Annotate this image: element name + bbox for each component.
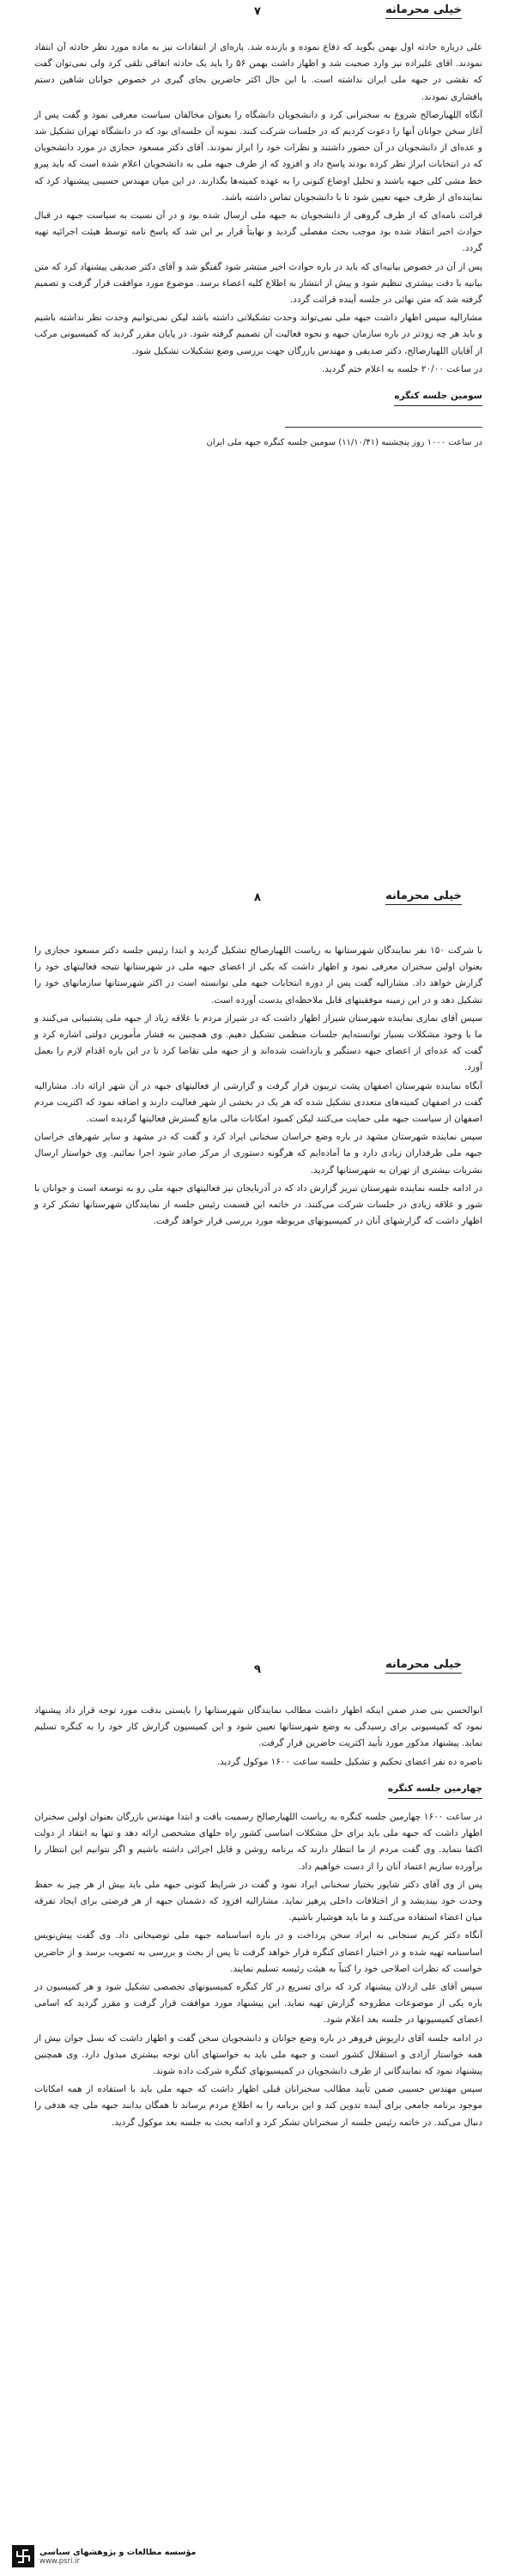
paragraph: آنگاه نماینده شهرستان اصفهان پشت تریبون قرار گرفت و گزارشی از فعالیتهای جبهه در آن شهر ارائه داد. مشارالیه گفت در اصفهان کمیته‌های متعددی تشکیل شده که هر یک در بخشی از شهر فعالیت دارند و اضافه نمود که اکثریت مردم اصفهان از سیاست جبهه ملی حمایت می‌کنند لیکن کمبود امکانات مالی مانع گسترش فعالیتها گردیده است. — [34, 1080, 482, 1125]
publisher-watermark — [12, 2545, 196, 2567]
paragraph: سپس آقای نمازی نماینده شهرستان شیراز اظهار داشت که در شیراز مردم با علاقه زیاد از جبهه ملی پشتیبانی می‌کنند و ما با وجود مشکلات بسیار توانسته‌ایم جلسات منظمی تشکیل دهیم. وی همچنین به فشار مأمورین دولتی اشاره کرد و گفت که عده‌ای از اعضای جبهه دستگیر و بازداشت شده‌اند و از جبهه ملی تقاضا کرد تا در این باره اقدام لازم را بعمل آورد. — [34, 1012, 482, 1073]
paragraph: در ادامه جلسه نماینده شهرستان تبریز گزارش داد که در آذربایجان نیز فعالیتهای جبهه ملی رو به توسعه است و جوانان با شور و علاقه زیادی در جلسات شرکت می‌کنند. در خاتمه این قسمت رئیس جلسه از نمایندگان شهرستانها تشکر کرد و اظهار داشت که گزارشهای آنان در کمیسیونهای مربوطه مورد بررسی قرار خواهد گرفت. — [34, 1182, 482, 1227]
paragraph: سپس نماینده شهرستان مشهد در باره وضع خراسان سخنانی ایراد کرد و گفت که در مشهد و سایر شهرهای خراسان جبهه ملی طرفداران زیادی دارد و ما آماده‌ایم که هرگونه دستوری از مرکز صادر شود اجرا نمائیم. وی خواستار ارسال نشریات بیشتری از تهران به شهرستانها گردید. — [34, 1132, 482, 1176]
footnote: در ساعت ۱۰۰۰ روز پنجشنبه (۱۱/۱۰/۴۱) سومین جلسه کنگره جبهه ملی ایران — [206, 438, 482, 448]
publisher-name: مؤسسه مطالعات و پژوهشهای سیاسی — [39, 2547, 197, 2557]
paragraph: در ساعت ۱۶۰۰ چهارمین جلسه کنگره به ریاست اللهیارصالح رسمیت یافت و ابتدا مهندس بازرگان بعنوان اولین سخنران اظهار داشت که جبهه ملی باید برای حل مشکلات اساسی کشور راه حلهای مشخصی ارائه دهد و تنها به انتقاد از دولت اکتفا ننماید. وی گفت مردم از ما انتظار دارند که برنامه روشن و قابل اجرائی داشته باشیم و اگر نتوانیم این انتظار را برآورده سازیم اعتماد آنان را از دست خواهیم داد. — [34, 1812, 482, 1872]
classification-label: خیلی محرمانه — [385, 3, 462, 19]
document-page-9 — [0, 1653, 515, 2576]
paragraph: ناصره ده نفر اعضای تحکیم و تشکیل جلسه ساعت ۱۶۰۰ موکول گردید. — [216, 1756, 482, 1767]
paragraph: قرائت نامه‌ای که از طرف گروهی از دانشجویان به جبهه ملی ارسال شده بود و در آن نسبت به سیاست جبهه در قبال حوادث اخیر انتقاد شده بود موجب بحث مفصلی گردید و نهایتاً قرار بر این شد که پاسخ نامه توسط هیئت اجرائیه تهیه گردد. — [34, 210, 482, 254]
divider — [285, 427, 482, 428]
page-number: ۹ — [254, 1663, 261, 1676]
document-page-7 — [0, 0, 515, 824]
page-number: ۸ — [254, 891, 261, 904]
paragraph: پس از وی آقای دکتر شاپور بختیار سخنانی ایراد نمود و گفت در شرایط کنونی جبهه ملی باید بیش از هر چیز به حفظ وحدت خود بیندیشد و از اختلافات داخلی پرهیز نماید. مشارالیه افزود که دشمنان جبهه از هر فرصتی برای ایجاد تفرقه میان اعضاء استفاده می‌کنند و ما باید هوشیار باشیم. — [34, 1879, 482, 1923]
section-heading: چهارمین جلسه کنگره — [388, 1781, 482, 1799]
paragraph: آنگاه اللهیارصالح شروع به سخنرانی کرد و دانشجویان دانشگاه را بعنوان مخالفان سیاست معرفی نمود و گفت پس از آغاز سخن جوانان آنها را دعوت کردیم که در جلسات شرکت کنند. نمونه آن جلسه‌ای بود که در دانشگاه تهران تشکیل شد و عده‌ای از دانشجویان در آن حضور داشتند و نظرات خود را ابراز نمودند. آقای دکتر مسعود حجازی در مورد دانشجویان که در انتخابات ابراز نظر کرده بودند پاسخ داد و افزود که از طرف جبهه ملی به دانشجویان اعلام شده است که باید پیرو خط مشی کلی جبهه باشند و تحلیل اوضاع کنونی را به عهده کمیته‌ها بگذارند. در این میان مهندس حسیبی پیشنهاد کرد که نماینده‌ای از طرف جبهه تعیین شود تا با دانشجویان تماس داشته باشد. — [34, 109, 482, 203]
paragraph: در ساعت ۲۰/۰۰ جلسه به اعلام ختم گردید. — [321, 363, 482, 374]
paragraph: علی درباره حادثه اول بهمن بگوید که دفاع نموده و بازنده شد. پاره‌ای از انتقادات نیز به ماده مورد نظر حادثه آن انتقاد نمودند. اقای علیزاده نیز وارد صحبت شد و اظهار داشت بهمن ۵۶ را باید یک حادثه اتفاقی تلقی کرد ولی نمی‌توان گفت که نقشی در جبهه ملی ایران نداشته است. با این حال اکثر حاضرین بجای گیری در خصوص جوانان شاهین دستم پافشاری نمودند. — [34, 42, 482, 102]
document-page-8 — [0, 884, 515, 1623]
section-heading: سومین جلسه کنگره — [394, 388, 482, 406]
classification-label: خیلی محرمانه — [385, 1658, 462, 1674]
paragraph: سپس مهندس حسیبی ضمن تأیید مطالب سخنرانان قبلی اظهار داشت که جبهه ملی باید با استفاده از همه امکانات موجود برنامه جامعی برای آینده تدوین کند و این برنامه را به اطلاع مردم برساند تا همگان بدانند جبهه ملی چه هدفی را دنبال می‌کند. در خاتمه رئیس جلسه از سخنرانان تشکر کرد و ادامه بحث به جلسه بعد موکول گردید. — [34, 2084, 482, 2128]
page-body — [34, 943, 482, 1231]
publisher-url[interactable]: www.psri.ir — [39, 2556, 81, 2566]
paragraph: آنگاه دکتر کریم سنجابی به ایراد سخن پرداخت و در باره اساسنامه جبهه ملی توضیحاتی داد. وی گفت پیش‌نویس اساسنامه تهیه شده و در اختیار اعضای کنگره قرار خواهد گرفت تا پس از بحث و بررسی به تصویب برسد و از حاضرین خواست که نظرات اصلاحی خود را کتباً به هیئت رئیسه تسلیم نمایند. — [34, 1930, 482, 1974]
paragraph: پس از آن در خصوص بیانیه‌ای که باید در باره حوادث اخیر منتشر شود گفتگو شد و آقای دکتر صدیقی پیشنهاد کرد که متن بیانیه با دقت بیشتری تنظیم شود و پیش از انتشار به اطلاع کلیه اعضاء برسد. موضوع مورد موافقت قرار گرفت و تصمیم گرفته شد که متن نهائی در جلسه آینده قرائت گردد. — [34, 261, 482, 306]
page-number: ۷ — [254, 5, 261, 18]
page-body — [34, 1703, 482, 2133]
swastika-seal-icon — [12, 2545, 34, 2567]
classification-label: خیلی محرمانه — [385, 890, 462, 905]
paragraph: ابوالحسن بنی صدر ضمن اینکه اظهار داشت مطالب نمایندگان شهرستانها را بایستی بدقت مورد توجه قرار داد پیشنهاد نمود که کمیسیونی برای رسیدگی به وضع شهرستانها تعیین شود و این کمیسیون گزارش کار خود را به کنگره تسلیم نماید. پیشنهاد مذکور مورد تأیید اکثریت حاضرین قرار گرفت. — [34, 1705, 482, 1749]
paragraph: در ادامه جلسه آقای داریوش فروهر در باره وضع جوانان و دانشجویان سخن گفت و اظهار داشت که نسل جوان بیش از همه خواستار آزادی و استقلال کشور است و جبهه ملی باید به خواستهای آنان توجه بیشتری مبذول دارد. وی همچنین پیشنهاد نمود که نمایندگانی از طرف دانشجویان در کمیسیونهای کنگره شرکت داده شوند. — [34, 2032, 482, 2077]
page-body — [34, 39, 482, 459]
paragraph: با شرکت ۱۵۰ نفر نمایندگان شهرستانها به ریاست اللهیارصالح تشکیل گردید و ابتدا رئیس جلسه دکتر مسعود حجازی را بعنوان اولین سخنران معرفی نمود و اظهار داشت که یکی از اعضای جبهه ملی در شهرستانها نتیجه فعالیتهای خود را گزارش خواهد داد. مشارالیه گفت پس از دوره انتخابات جبهه ملی توانسته است در اکثر شهرستانها سازمانهای خود را تشکیل دهد و در این زمینه موفقیتهای قابل ملاحظه‌ای بدست آورده است. — [34, 945, 483, 1005]
paragraph: مشارالیه سپس اظهار داشت جبهه ملی نمی‌تواند وحدت تشکیلاتی داشته باشد لیکن نمی‌توانیم وحدت نظر نداشته باشیم و باید هر چه زودتر در باره سازمان جبهه و نحوه فعالیت آن تصمیم گرفته شود. در پایان مقرر گردید که کمیسیونی مرکب از آقایان اللهیارصالح، دکتر صدیقی و مهندس بازرگان جهت بررسی وضع تشکیلات تشکیل شود. — [34, 313, 482, 356]
paragraph: سپس آقای علی اردلان پیشنهاد کرد که برای تسریع در کار کنگره کمیسیونهای تخصصی تشکیل شود و هر کمیسیون در باره یکی از موضوعات مطروحه گزارش تهیه نماید. این پیشنهاد مورد موافقت قرار گرفت و مقرر گردید که اسامی اعضای کمیسیونها در جلسه بعد اعلام شود. — [34, 1982, 482, 2026]
